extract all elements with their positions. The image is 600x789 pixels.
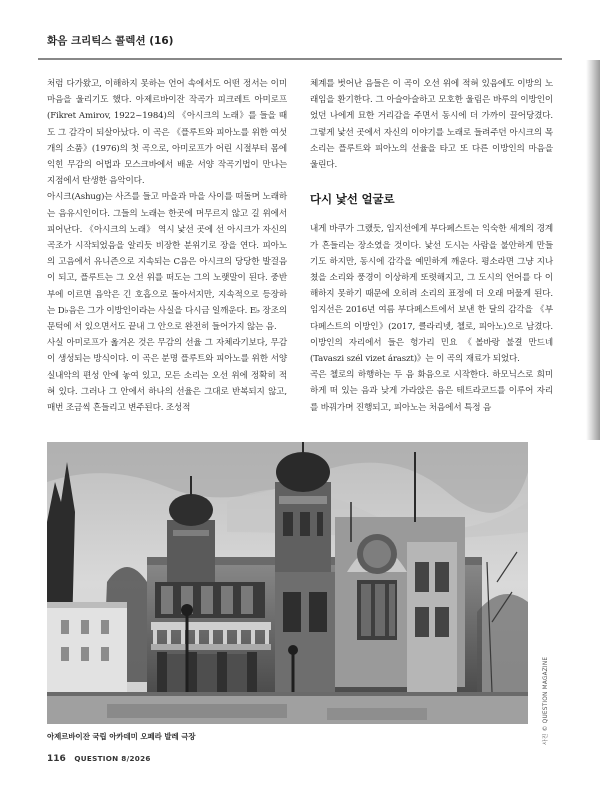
- header-divider: [38, 58, 562, 60]
- right-column: [310, 76, 553, 416]
- section-subheading: 다시 낯선 얼굴로: [310, 192, 395, 207]
- page-number: 116: [47, 754, 66, 764]
- left-column: [47, 76, 287, 416]
- right-paragraph-3: 곡은 첼로의 하행하는 두 음 화음으로 시작한다. 하모닉스로 희미하게 떠 있는 음과 낮게 가라앉은 음은 테트라코드를 이루어 자리를 바꿔가며 진행되고, 피아노는 처음에서 특정 음: [310, 370, 553, 413]
- photo-credit: 사진 © QUESTION MAGAZINE: [543, 656, 549, 745]
- page-footer: [47, 754, 151, 764]
- right-paragraph-1: 체계를 벗어난 음들은 이 곡이 오선 위에 적혀 있음에도 이방의 노래임을 환기한다. 그 아슬아슬하고 모호한 울림은 바루의 이방인이었던 나에게 묘한 거리감을 주면서 동시에 더 가까이 끌어당겼다. 그렇게 낯선 곳에서 자신의 이야기를 노래로 들려주던 아시크의 목소리는 플루트와 피아노의 선율을 타고 또 다른 이방인의 마음을 울린다.: [310, 79, 553, 171]
- opera-theatre-photo: [47, 442, 528, 724]
- left-paragraph-2: 아시크(Ashug)는 사즈를 들고 마을과 마을 사이를 떠돌며 노래하는 음유시인이다. 그들의 노래는 한곳에 머무르지 않고 길 위에서 피어난다. 《아시크의 노래》 역시 낯선 곳에 선 아시크가 자신의 곡조가 시작되었음을 알리듯 비장한 분위기로 장을 연다. 피아노의 고음에서 유니즌으로 지속되는 C음은 아시크의 당당한 발걸음이 되고, 플루트는 그 오선 위를 떠도는 그의 노랫말이 된다. 중반부에 이르면 음악은 긴 호흡으로 돌아서지만, 지속적으로 등장하는 D♭음은 그가 이방인이라는 사실을 다시금 일깨운다. E♭ 장조의 문턱에 서 있으면서도 끝내 그 안으로 완전히 들어가지 않는 음.: [47, 192, 287, 333]
- left-paragraph-1: 처럼 다가왔고, 이해하지 못하는 언어 속에서도 어떤 정서는 이미 마음을 울리기도 했다. 아제르바이잔 작곡가 피크레트 아미로프(Fikret Amirov, 1922~1984)의 《아시크의 노래》를 들을 때도 그 감각이 되살아났다. 이 곡은 《플루트와 피아노를 위한 여섯 개의 소품》(1976)의 첫 곡으로, 아미로프가 어린 시절부터 몸에 익힌 무감의 어법과 모스크바에서 배운 서양 작곡기법이 만나는 지점에서 탄생한 음악이다.: [47, 79, 287, 187]
- running-header: 화음 크리틱스 콜렉션 (16): [47, 35, 174, 47]
- left-paragraph-3: 사실 아미로프가 옮겨온 것은 무감의 선율 그 자체라기보다, 무감이 생성되는 방식이다. 이 곡은 분명 플루트와 피아노를 위한 서양 실내악의 편성 안에 놓여 있고, 모든 소리는 오선 위에 정확히 적혀 있다. 그러나 그 안에서 하나의 선율은 그대로 반복되지 않고, 매번 조금씩 흔들리고 변주된다. 조성적: [47, 338, 287, 414]
- page-edge-shadow: [586, 60, 600, 440]
- right-paragraph-2: 내게 바쿠가 그랬듯, 임지선에게 부다페스트는 익숙한 세계의 경계가 흔들리는 장소였을 것이다. 낯선 도시는 사람을 불안하게 만들기도 하지만, 동시에 감각을 예민하게 깨운다. 평소라면 그냥 지나쳤을 소리와 풍경이 이상하게 또렷해지고, 그 도시의 언어를 다 이해하지 못하기 때문에 오히려 소리의 표정에 더 오래 머물게 된다. 임지선은 2016년 여름 부다페스트에서 보낸 한 달의 감각을 《부다페스트의 이방인》(2017, 클라리넷, 첼로, 피아노)으로 남겼다. 이방인의 자리에서 들은 헝가리 민요 《볼바랑 불결 만드네(Tavaszi szél vizet áraszt)》는 이 곡의 재료가 되었다.: [310, 224, 553, 365]
- photo-caption: 아제르바이잔 국립 아카데미 오페라 발레 극장: [47, 732, 196, 741]
- magazine-issue: QUESTION 8/2026: [74, 754, 151, 763]
